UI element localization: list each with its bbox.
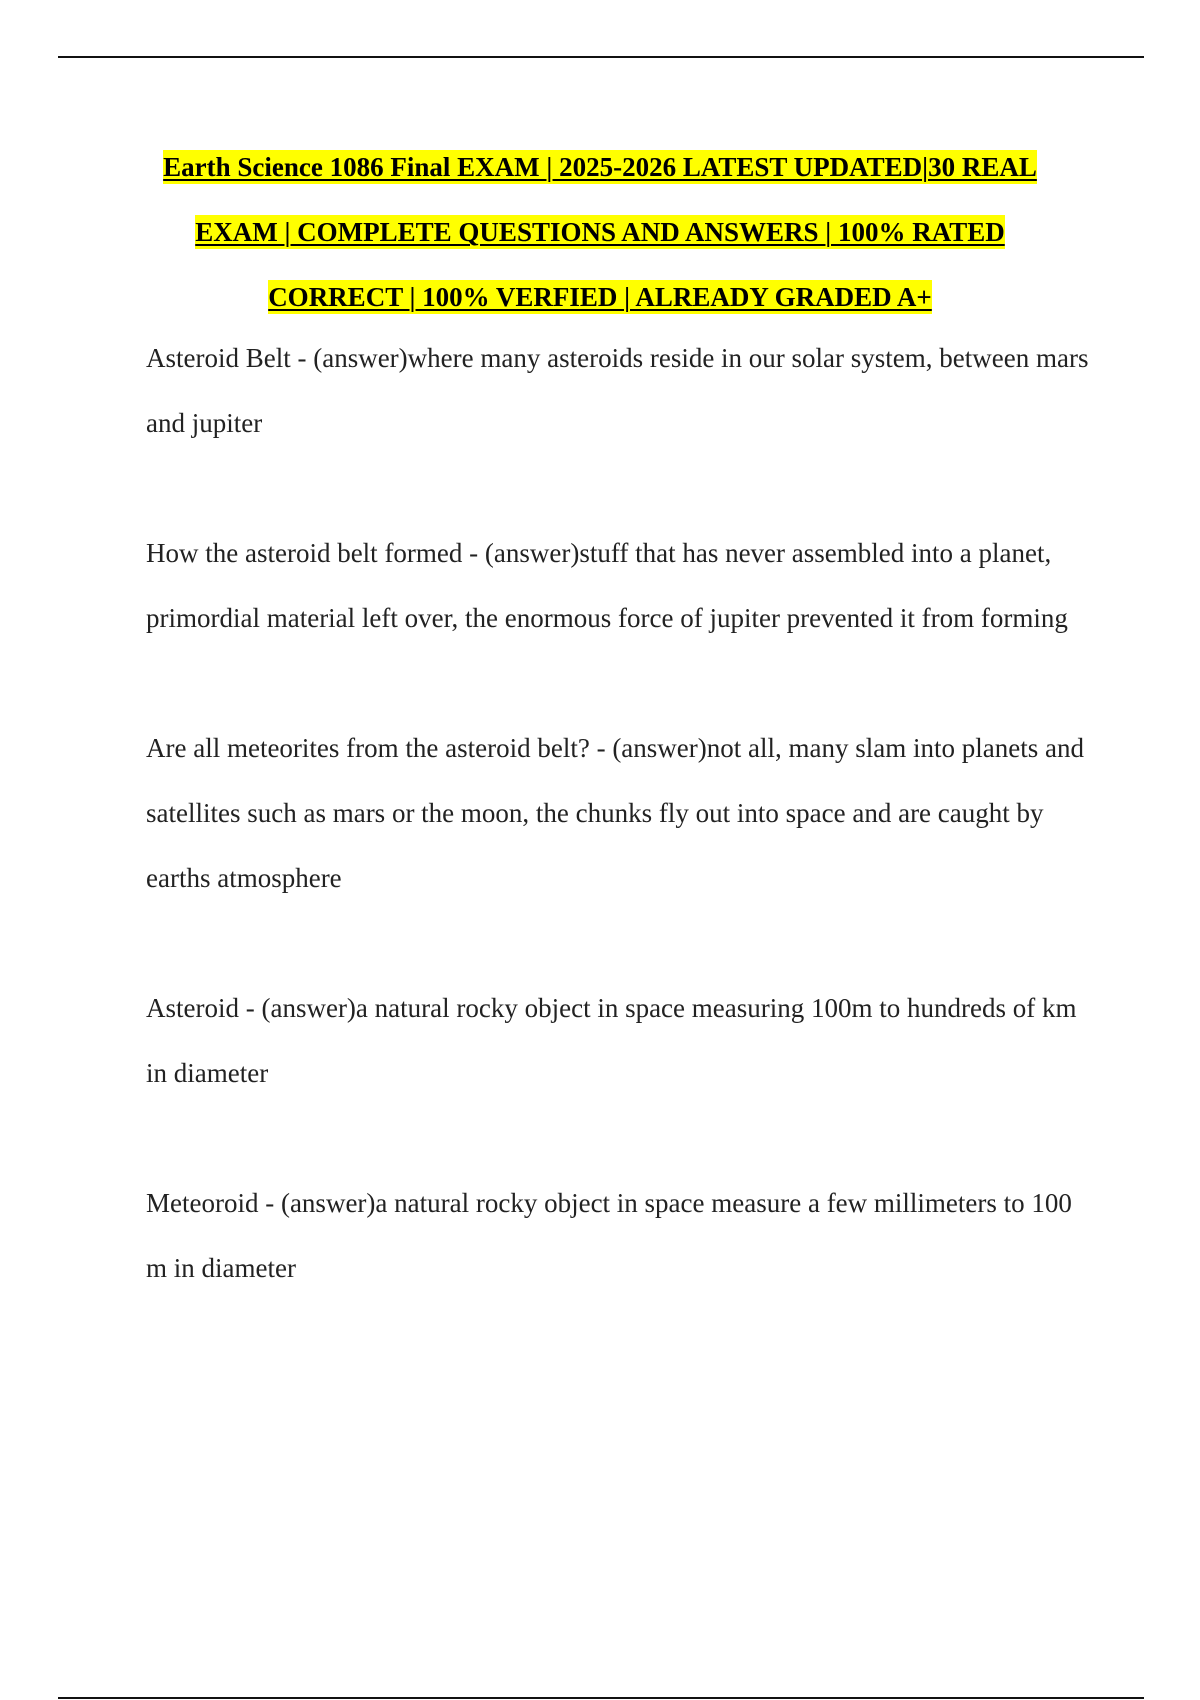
qa-entry-asteroid: Asteroid - (answer)a natural rocky object in space measuring 100m to hundreds of km in diameter: [146, 993, 1077, 1088]
qa-entry-asteroid-belt: Asteroid Belt - (answer)where many asteroids reside in our solar system, between mars and jupiter: [146, 343, 1089, 438]
header-rule: [58, 56, 1144, 58]
qa-list: [146, 326, 1096, 1366]
title-line-2: EXAM | COMPLETE QUESTIONS AND ANSWERS | 100% RATED: [195, 217, 1005, 247]
qa-entry-meteorite-origins: Are all meteorites from the asteroid belt? - (answer)not all, many slam into planets and satellites such as mars or the moon, the chunks fly out into space and are caught by earths atmosphere: [146, 733, 1084, 893]
title-line-1: Earth Science 1086 Final EXAM | 2025-2026 LATEST UPDATED|30 REAL: [163, 152, 1037, 182]
document-title: [120, 135, 1080, 330]
footer-rule: [58, 1697, 1144, 1699]
title-line-3: CORRECT | 100% VERFIED | ALREADY GRADED A+: [268, 282, 932, 312]
qa-entry-meteoroid: Meteoroid - (answer)a natural rocky object in space measure a few millimeters to 100 m in diameter: [146, 1188, 1072, 1283]
qa-entry-asteroid-belt-formation: How the asteroid belt formed - (answer)stuff that has never assembled into a planet, primordial material left over, the enormous force of jupiter prevented it from forming: [146, 538, 1068, 633]
